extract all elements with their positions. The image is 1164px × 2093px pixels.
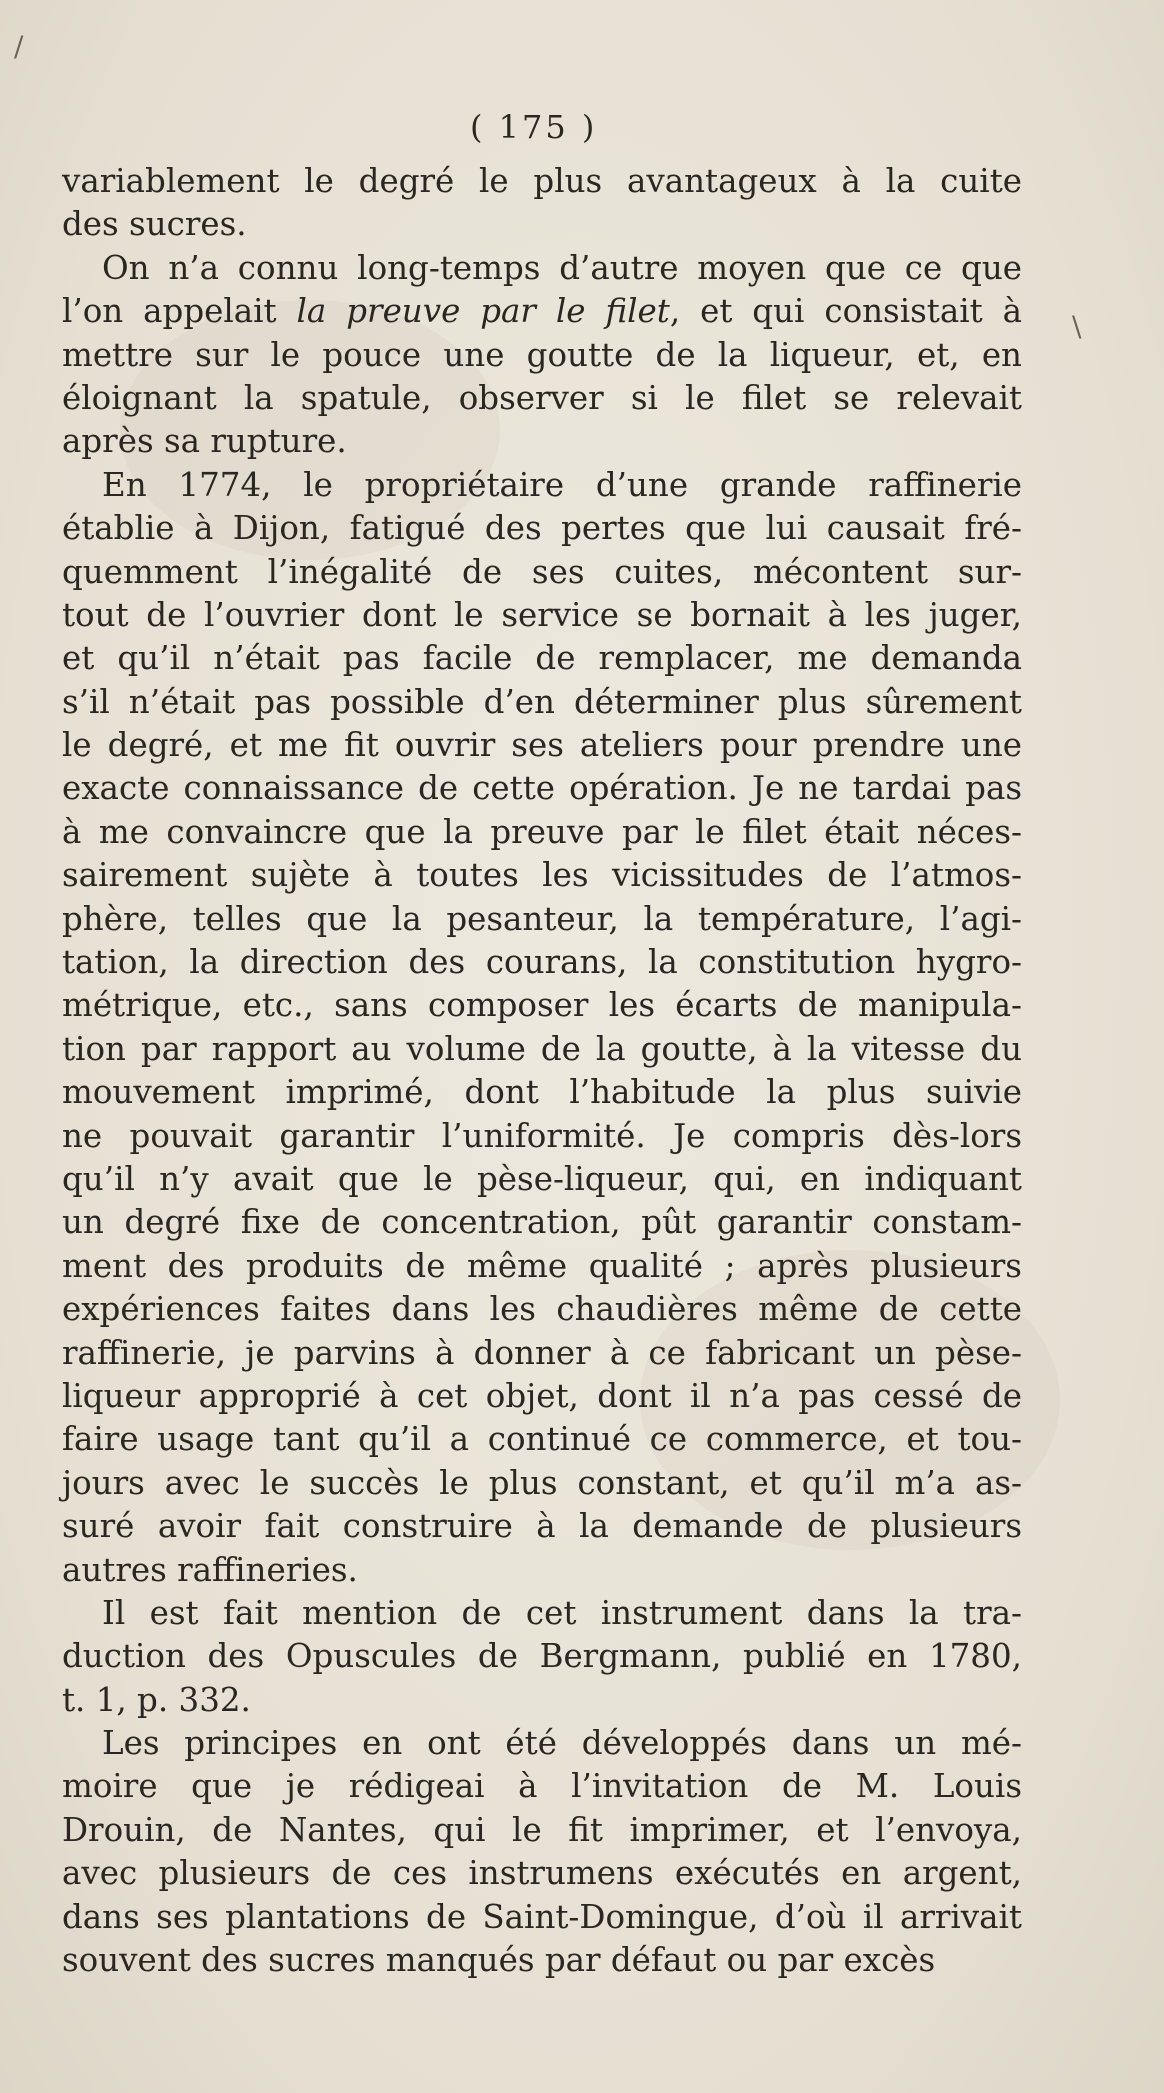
text-run: établie à Dijon, fatigué des pertes que lui causait fré- <box>62 509 1022 548</box>
margin-mark: \ <box>1072 310 1082 343</box>
text-run: un degré fixe de concentration, pût garantir constam- <box>62 1203 1022 1242</box>
text-run: après sa rupture. <box>62 422 347 461</box>
text-run: autres raffineries. <box>62 1550 358 1589</box>
italic-term: la preuve par le filet <box>296 292 670 331</box>
text-run: s’il n’était pas possible d’en déterminer plus sûrement <box>62 682 1022 721</box>
text-line <box>62 724 1022 767</box>
text-line <box>62 1288 1022 1331</box>
text-run: moire que je rédigeai à l’invitation de M. Louis <box>62 1767 1022 1806</box>
paragraph <box>62 464 1022 1592</box>
text-line <box>62 1939 1022 1982</box>
text-line <box>62 1071 1022 1114</box>
text-run: , et qui consistait à <box>669 292 1023 331</box>
text-run: ment des produits de même qualité ; après plusieurs <box>62 1246 1022 1285</box>
text-run: tion par rapport au volume de la goutte, à la vitesse du <box>62 1029 1022 1068</box>
text-line <box>62 247 1022 290</box>
text-line <box>62 377 1022 420</box>
text-line <box>62 464 1022 507</box>
text-line <box>62 1245 1022 1288</box>
text-line <box>62 1592 1022 1635</box>
text-run: avec plusieurs de ces instrumens exécutés en argent, <box>62 1854 1022 1893</box>
text-line <box>62 1722 1022 1765</box>
text-line <box>62 637 1022 680</box>
text-run: mouvement imprimé, dont l’habitude la plus suivie <box>62 1073 1022 1112</box>
text-line <box>62 1332 1022 1375</box>
paragraph <box>62 247 1022 464</box>
text-run: duction des Opuscules de Bergmann, publié en 1780, <box>62 1637 1022 1676</box>
text-line <box>62 290 1022 333</box>
text-line <box>62 1852 1022 1895</box>
text-line <box>62 1158 1022 1201</box>
paragraph <box>62 1722 1022 1982</box>
page-number: ( 175 ) <box>470 108 598 146</box>
text-run: jours avec le succès le plus constant, et qu’il m’a as- <box>62 1463 1022 1502</box>
text-line <box>62 984 1022 1027</box>
text-line <box>62 1679 1022 1722</box>
text-run: qu’il n’y avait que le pèse-liqueur, qui, en indiquant <box>62 1159 1022 1198</box>
text-line <box>62 420 1022 463</box>
text-run: et qu’il n’était pas facile de remplacer, me demanda <box>62 639 1022 678</box>
text-run: On n’a connu long-temps d’autre moyen que ce que <box>102 248 1022 287</box>
text-line <box>62 551 1022 594</box>
text-line <box>62 203 1022 246</box>
margin-mark: / <box>14 30 24 63</box>
text-run: liqueur approprié à cet objet, dont il n’a pas cessé de <box>62 1376 1022 1415</box>
text-run: phère, telles que la pesanteur, la température, l’agi- <box>62 899 1022 938</box>
text-line <box>62 1375 1022 1418</box>
text-line <box>62 160 1022 203</box>
text-run: l’on appelait <box>62 292 297 331</box>
text-line <box>62 1201 1022 1244</box>
text-run: En 1774, le propriétaire d’une grande raffinerie <box>102 465 1022 504</box>
text-line <box>62 1896 1022 1939</box>
text-run: expériences faites dans les chaudières même de cette <box>62 1290 1022 1329</box>
text-line <box>62 1765 1022 1808</box>
text-run: raffinerie, je parvins à donner à ce fabricant un pèse- <box>62 1333 1022 1372</box>
text-run: quemment l’inégalité de ses cuites, mécontent sur- <box>62 552 1022 591</box>
text-run: ne pouvait garantir l’uniformité. Je compris dès-lors <box>62 1116 1022 1155</box>
text-line <box>62 811 1022 854</box>
text-run: éloignant la spatule, observer si le filet se relevait <box>62 378 1022 417</box>
text-run: Il est fait mention de cet instrument dans la tra- <box>102 1593 1022 1632</box>
text-run: sairement sujète à toutes les vicissitudes de l’atmos- <box>62 856 1022 895</box>
text-line <box>62 898 1022 941</box>
text-run: faire usage tant qu’il a continué ce commerce, et tou- <box>62 1420 1022 1459</box>
text-line <box>62 1809 1022 1852</box>
text-line <box>62 594 1022 637</box>
text-run: des sucres. <box>62 205 247 244</box>
text-run: tout de l’ouvrier dont le service se bornait à les juger, <box>62 595 1022 634</box>
text-run: souvent des sucres manqués par défaut ou par excès <box>62 1941 936 1980</box>
body-text <box>62 160 1022 1982</box>
text-line <box>62 334 1022 377</box>
text-run: métrique, etc., sans composer les écarts de manipula- <box>62 986 1022 1025</box>
text-line <box>62 681 1022 724</box>
text-run: dans ses plantations de Saint-Domingue, d’où il arrivait <box>62 1897 1022 1936</box>
text-line <box>62 767 1022 810</box>
text-line <box>62 1635 1022 1678</box>
text-run: exacte connaissance de cette opération. Je ne tardai pas <box>62 769 1022 808</box>
text-run: à me convaincre que la preuve par le filet était néces- <box>62 812 1022 851</box>
text-line <box>62 1505 1022 1548</box>
text-run: tation, la direction des courans, la constitution hygro- <box>62 943 1022 982</box>
text-line <box>62 1418 1022 1461</box>
text-line <box>62 1462 1022 1505</box>
text-line <box>62 941 1022 984</box>
text-line <box>62 854 1022 897</box>
paragraph <box>62 160 1022 247</box>
text-run: Drouin, de Nantes, qui le fit imprimer, et l’envoya, <box>62 1810 1022 1849</box>
text-run: mettre sur le pouce une goutte de la liqueur, et, en <box>62 335 1022 374</box>
text-line <box>62 507 1022 550</box>
text-run: le degré, et me fit ouvrir ses ateliers pour prendre une <box>62 726 1022 765</box>
text-run: Les principes en ont été développés dans un mé- <box>102 1724 1022 1763</box>
text-line <box>62 1115 1022 1158</box>
text-line <box>62 1028 1022 1071</box>
text-run: variablement le degré le plus avantageux à la cuite <box>62 162 1022 200</box>
text-line <box>62 1549 1022 1592</box>
paragraph <box>62 1592 1022 1722</box>
text-run: suré avoir fait construire à la demande de plusieurs <box>62 1507 1022 1546</box>
text-run: t. 1, p. 332. <box>62 1680 251 1719</box>
